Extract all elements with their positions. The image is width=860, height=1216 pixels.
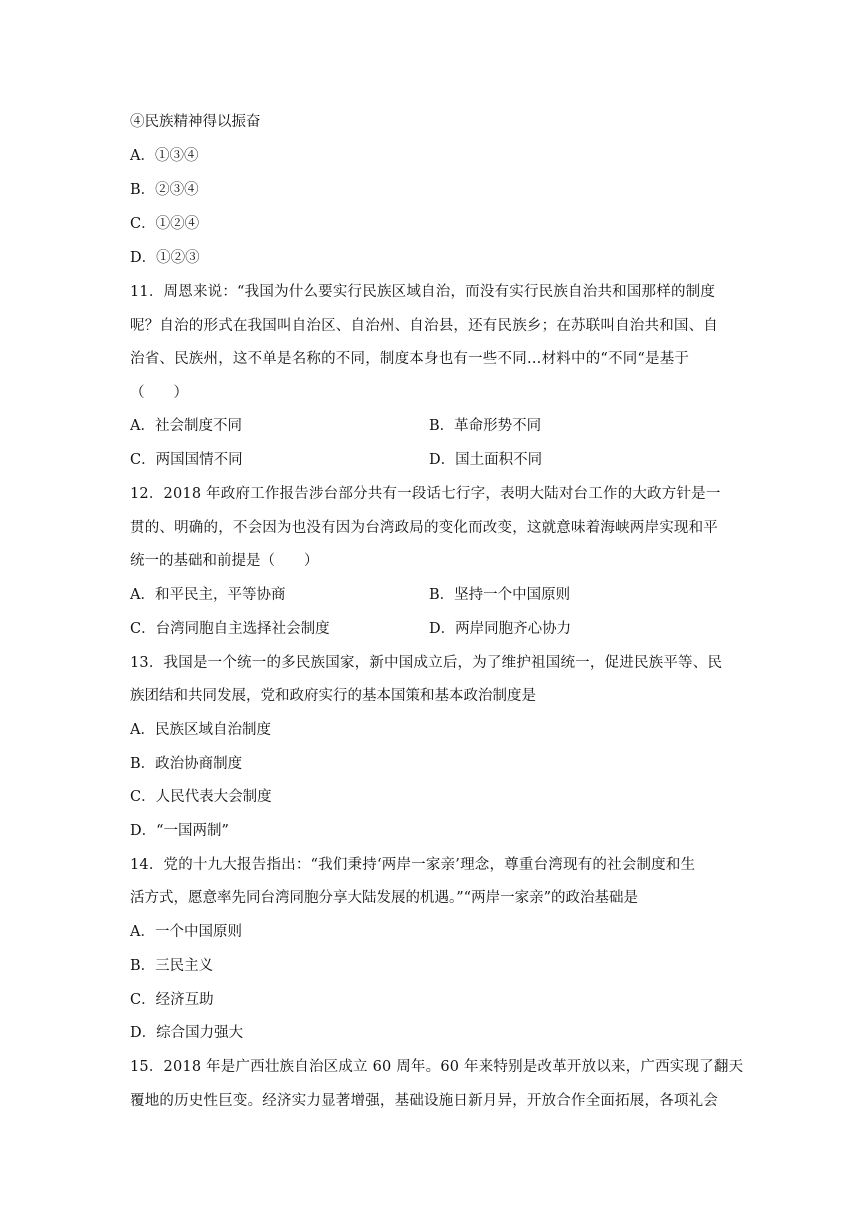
- q10-option-a: A．①③④: [130, 148, 199, 164]
- q11-option-a: A．社会制度不同: [130, 418, 242, 434]
- q10-option-c: C．①②④: [130, 216, 200, 232]
- q12-stem-line-2: 贯的、明确的，不会因为也没有因为台湾政局的变化而改变，这就意味着海峡两岸实现和平: [130, 520, 718, 536]
- q13-option-d: D．“一国两制”: [130, 823, 229, 839]
- q13-option-c: C．人民代表大会制度: [130, 789, 272, 805]
- q14-option-a: A．一个中国原则: [130, 924, 242, 940]
- q11-option-b: B．革命形势不同: [429, 418, 542, 434]
- q12-option-c: C．台湾同胞自主选择社会制度: [130, 621, 330, 637]
- q14-option-d: D．综合国力强大: [130, 1025, 244, 1041]
- q12-stem-line-1: 12．2018 年政府工作报告涉台部分共有一段话七行字，表明大陆对台工作的大政方针是一: [130, 486, 721, 502]
- option-4-statement: ④民族精神得以振奋: [130, 114, 261, 130]
- q10-option-b: B．②③④: [130, 182, 199, 198]
- q15-stem-line-2: 覆地的历史性巨变。经济实力显著增强，基础设施日新月异，开放合作全面拓展，各项礼会: [130, 1093, 718, 1109]
- q13-stem-line-2: 族团结和共同发展，党和政府实行的基本国策和基本政治制度是: [130, 688, 536, 704]
- q11-stem-line-1: 11．周恩来说：“我国为什么要实行民族区域自治，而没有实行民族自治共和国那样的制度: [130, 284, 716, 300]
- q11-option-d: D．国土面积不同: [429, 452, 543, 468]
- q14-stem-line-1: 14．党的十九大报告指出：“我们秉持‘两岸一家亲’理念，尊重台湾现有的社会制度和生: [130, 857, 696, 873]
- q11-stem-line-2: 呢？自治的形式在我国叫自治区、自治州、自治县，还有民族乡；在苏联叫自治共和国、自: [130, 318, 718, 334]
- q11-option-c: C．两国国情不同: [130, 452, 243, 468]
- q13-option-a: A．民族区域自治制度: [130, 722, 271, 738]
- q12-stem-line-3: 统一的基础和前提是（ ）: [130, 553, 319, 569]
- q12-option-a: A．和平民主，平等协商: [130, 587, 286, 603]
- q14-option-c: C．经济互助: [130, 992, 214, 1008]
- q12-option-b: B．坚持一个中国原则: [429, 587, 571, 603]
- q11-stem-line-4: （ ）: [130, 385, 188, 401]
- q10-option-d: D．①②③: [130, 250, 200, 266]
- q14-option-b: B．三民主义: [130, 958, 214, 974]
- q12-option-d: D．两岸同胞齐心协力: [429, 621, 572, 637]
- q15-stem-line-1: 15．2018 年是广西壮族自治区成立 60 周年。60 年来特别是改革开放以来，广西实现了翻天: [130, 1059, 744, 1075]
- q14-stem-line-2: 活方式，愿意率先同台湾同胞分享大陆发展的机遇。”“两岸一家亲”的政治基础是: [130, 890, 638, 906]
- q11-stem-line-3: 治省、民族州，这不单是名称的不同，制度本身也有一些不同…材料中的“不同“是基于: [130, 351, 690, 367]
- q13-option-b: B．政治协商制度: [130, 756, 243, 772]
- q13-stem-line-1: 13．我国是一个统一的多民族国家，新中国成立后，为了维护祖国统一，促进民族平等、民: [130, 655, 723, 671]
